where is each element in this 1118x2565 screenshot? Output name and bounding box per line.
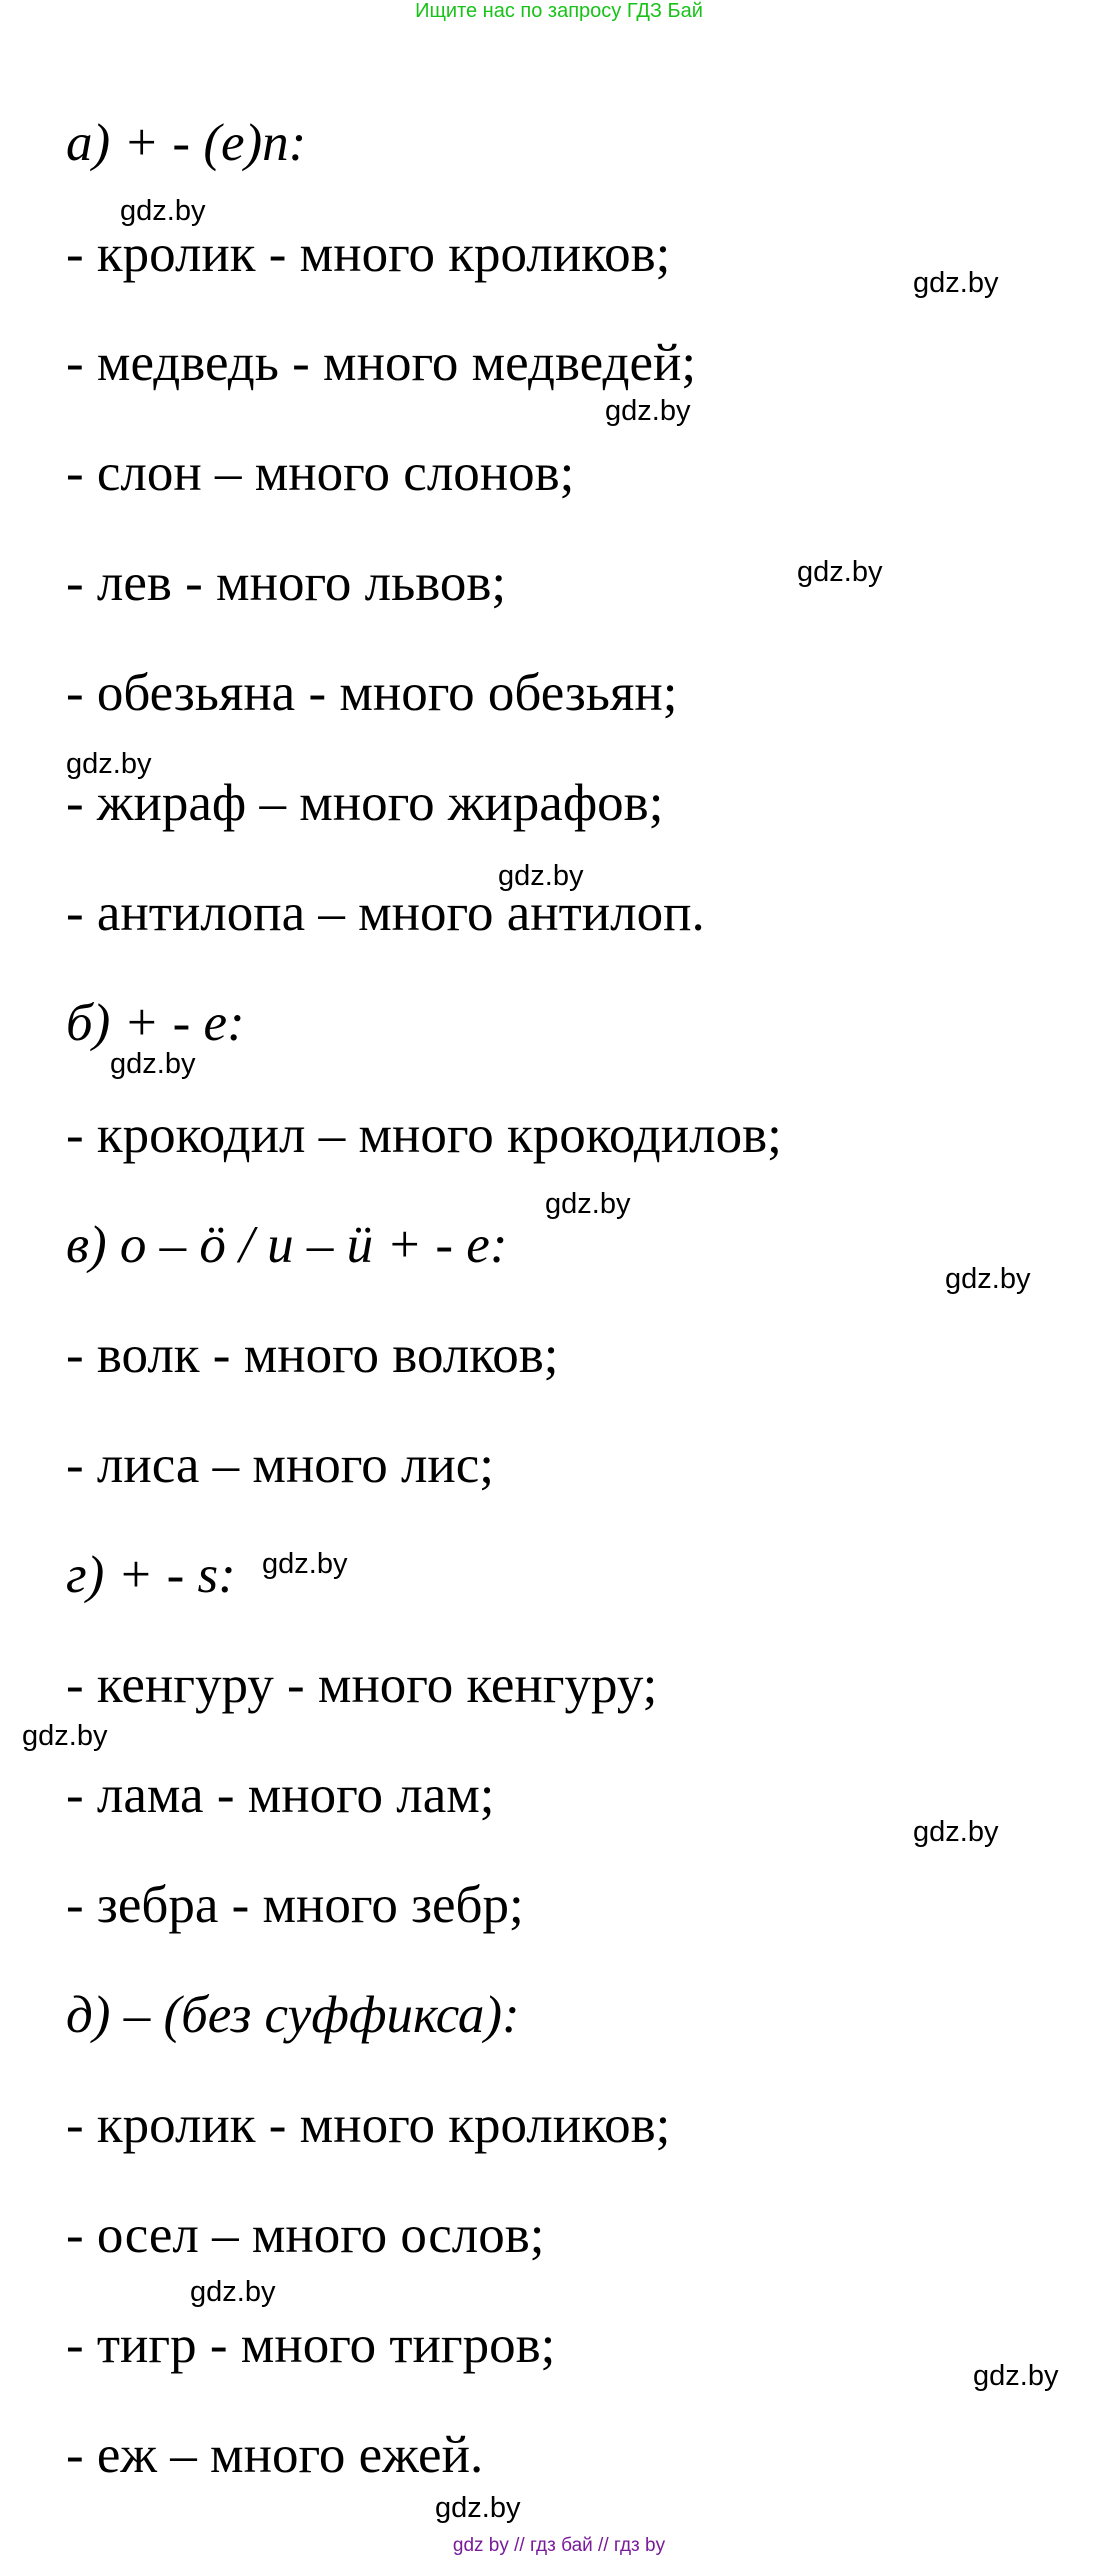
answer-line: - тигр - много тигров; (66, 2316, 556, 2374)
watermark: gdz.by (435, 2492, 521, 2524)
answer-line: - еж – много ежей. (66, 2426, 484, 2484)
top-banner: Ищите нас по запросу ГДЗ Бай (415, 0, 703, 22)
answer-line: - крокодил – много крокодилов; (66, 1106, 782, 1164)
watermark: gdz.by (22, 1720, 108, 1752)
answer-line: - лиса – много лис; (66, 1436, 495, 1494)
answer-line: - кенгуру - много кенгуру; (66, 1656, 658, 1714)
section-heading-v: в) о – ö / и – ü + - е: (66, 1216, 508, 1274)
section-heading-d: д) – (без суффикса): (66, 1986, 520, 2044)
answer-line: - обезьяна - много обезьян; (66, 664, 678, 722)
footer-links: gdz by // гдз бай // гдз by (452, 2535, 666, 2556)
watermark: gdz.by (110, 1048, 196, 1080)
watermark: gdz.by (945, 1263, 1031, 1295)
watermark: gdz.by (66, 748, 152, 780)
answer-line: - антилопа – много антилоп. (66, 884, 705, 942)
section-heading-b: б) + - е: (66, 994, 245, 1052)
watermark: gdz.by (545, 1188, 631, 1220)
watermark: gdz.by (120, 195, 206, 227)
answer-line: - слон – много слонов; (66, 444, 575, 502)
watermark: gdz.by (797, 556, 883, 588)
answer-line: - кролик - много кроликов; (66, 225, 671, 283)
answer-line: - волк - много волков; (66, 1326, 559, 1384)
section-heading-a: а) + - (е)n: (66, 114, 307, 172)
answer-line: - жираф – много жирафов; (66, 774, 664, 832)
answer-line: - лама - много лам; (66, 1766, 495, 1824)
watermark: gdz.by (973, 2360, 1059, 2392)
answer-line: - лев - много львов; (66, 554, 507, 612)
section-heading-g: г) + - s: (66, 1546, 236, 1604)
watermark: gdz.by (498, 860, 584, 892)
watermark: gdz.by (913, 267, 999, 299)
watermark: gdz.by (190, 2276, 276, 2308)
answer-line: - осел – много ослов; (66, 2206, 545, 2264)
watermark: gdz.by (913, 1816, 999, 1848)
answer-line: - кролик - много кроликов; (66, 2096, 671, 2154)
answer-line: - зебра - много зебр; (66, 1876, 524, 1934)
watermark: gdz.by (605, 395, 691, 427)
watermark: gdz.by (262, 1548, 348, 1580)
answer-line: - медведь - много медведей; (66, 334, 697, 392)
